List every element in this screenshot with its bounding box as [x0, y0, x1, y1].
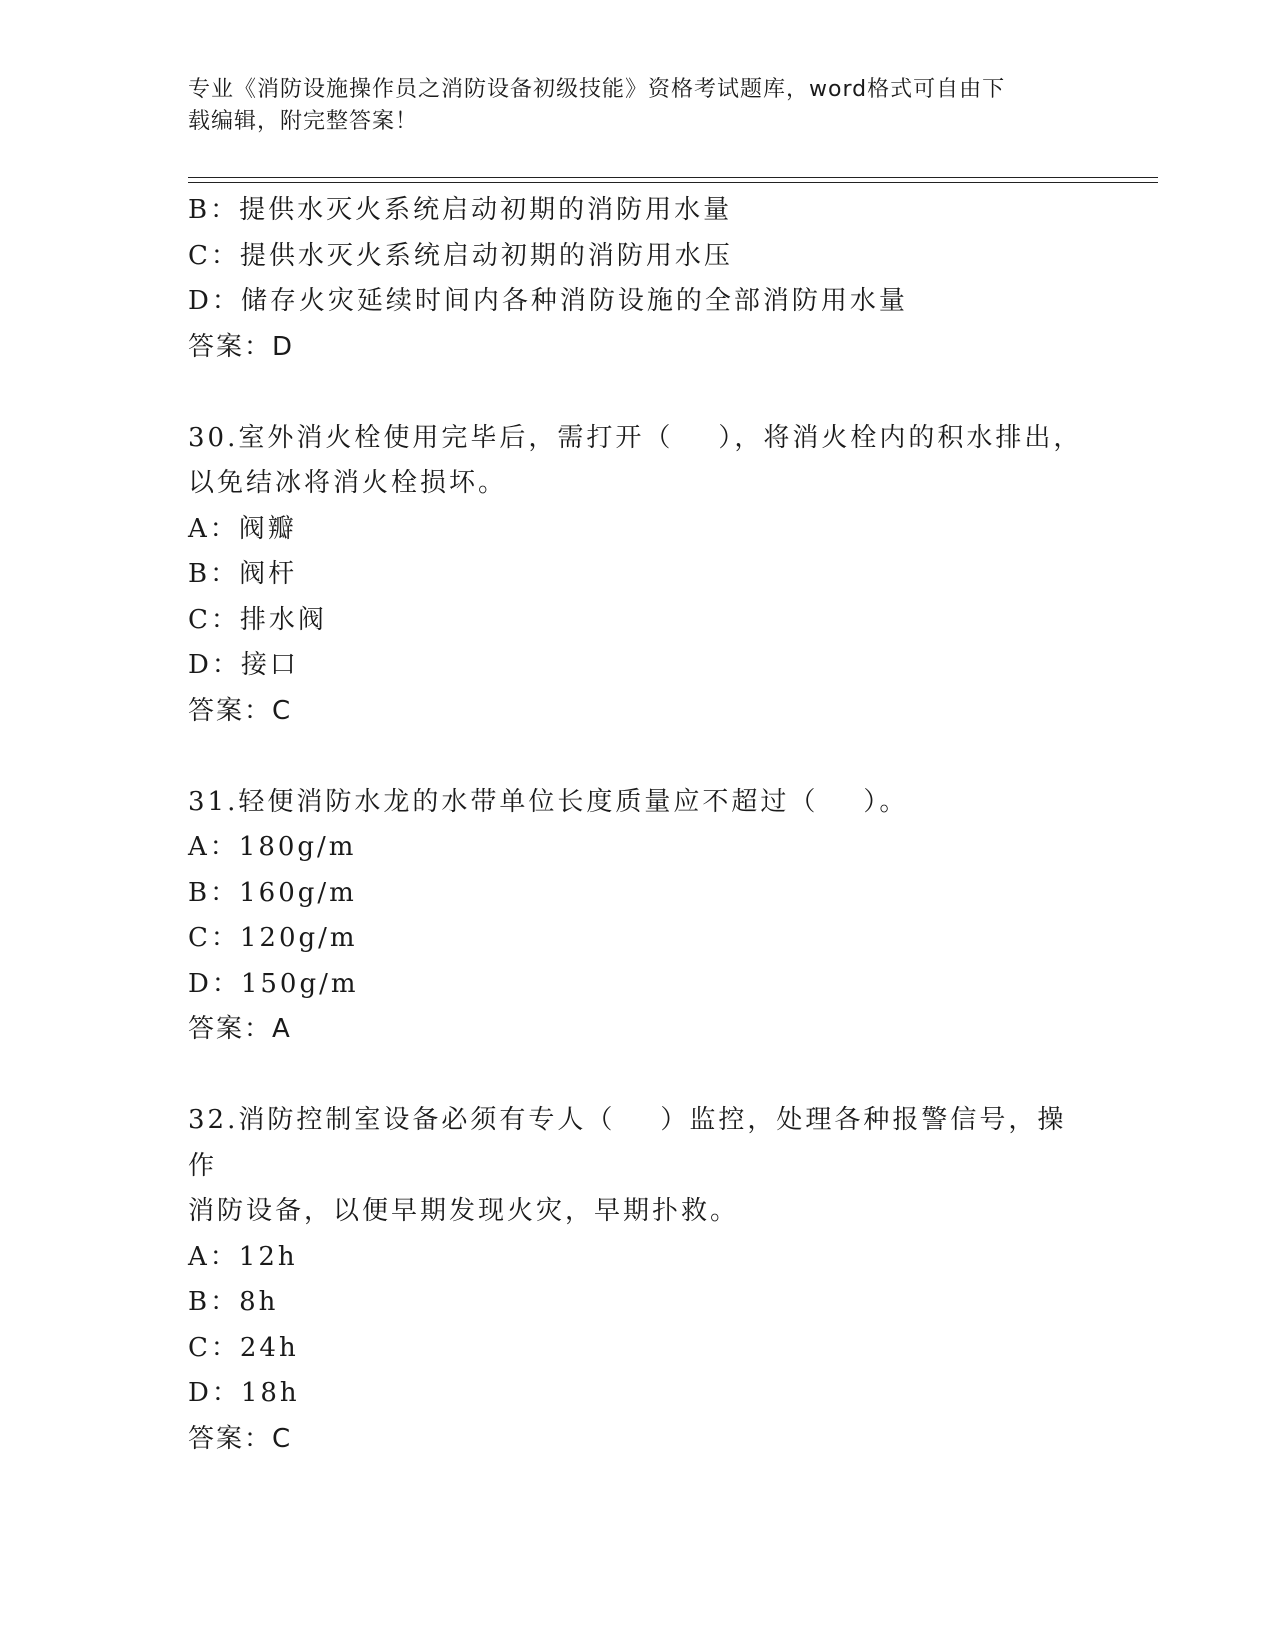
prev-question: [188, 188, 1088, 370]
question-stem-line-1: 30.室外消火栓使用完毕后，需打开（ ），将消火栓内的积水排出，: [188, 422, 1083, 453]
header-divider-bottom: [188, 182, 1158, 183]
option-b: B：阀杆: [188, 559, 298, 589]
answer: 答案：A: [188, 1014, 292, 1044]
header-line-1: 专业《消防设施操作员之消防设备初级技能》资格考试题库，word格式可自由下: [188, 77, 1006, 102]
document-header: [188, 74, 1068, 138]
question-stem-line-1: 31.轻便消防水龙的水带单位长度质量应不超过（ ）。: [188, 786, 909, 817]
question-31: [188, 780, 1088, 1053]
option-d: D：接口: [188, 650, 299, 680]
option-b: B：160g/m: [188, 877, 357, 908]
question-stem-line-1: 32.消防控制室设备必须有专人（ ）监控，处理各种报警信号，操作: [188, 1105, 1067, 1181]
option-a: A：180g/m: [188, 832, 357, 862]
option-c: C：120g/m: [188, 923, 358, 953]
question-32: [188, 1098, 1088, 1462]
answer: 答案：D: [188, 331, 295, 362]
option-b: B：8h: [188, 1287, 279, 1317]
question-stem-line-2: 消防设备，以便早期发现火灾，早期扑救。: [188, 1196, 740, 1226]
question-stem-line-2: 以免结冰将消火栓损坏。: [188, 468, 508, 498]
option-c: C：提供水灭火系统启动初期的消防用水压: [188, 240, 733, 271]
question-30: [188, 416, 1088, 735]
option-a: A：12h: [188, 1241, 298, 1272]
option-d: D：18h: [188, 1378, 300, 1408]
header-divider-top: [188, 177, 1158, 178]
option-c: C：排水阀: [188, 604, 327, 635]
header-line-2: 载编辑，附完整答案！: [188, 109, 419, 134]
question-list: [188, 188, 1088, 1462]
option-b: B：提供水灭火系统启动初期的消防用水量: [188, 195, 733, 225]
option-c: C：24h: [188, 1332, 299, 1363]
answer: 答案：C: [188, 695, 293, 726]
option-a: A：阀瓣: [188, 513, 297, 544]
option-d: D：储存火灾延续时间内各种消防设施的全部消防用水量: [188, 286, 908, 316]
option-d: D：150g/m: [188, 968, 359, 999]
answer: 答案：C: [188, 1423, 293, 1454]
